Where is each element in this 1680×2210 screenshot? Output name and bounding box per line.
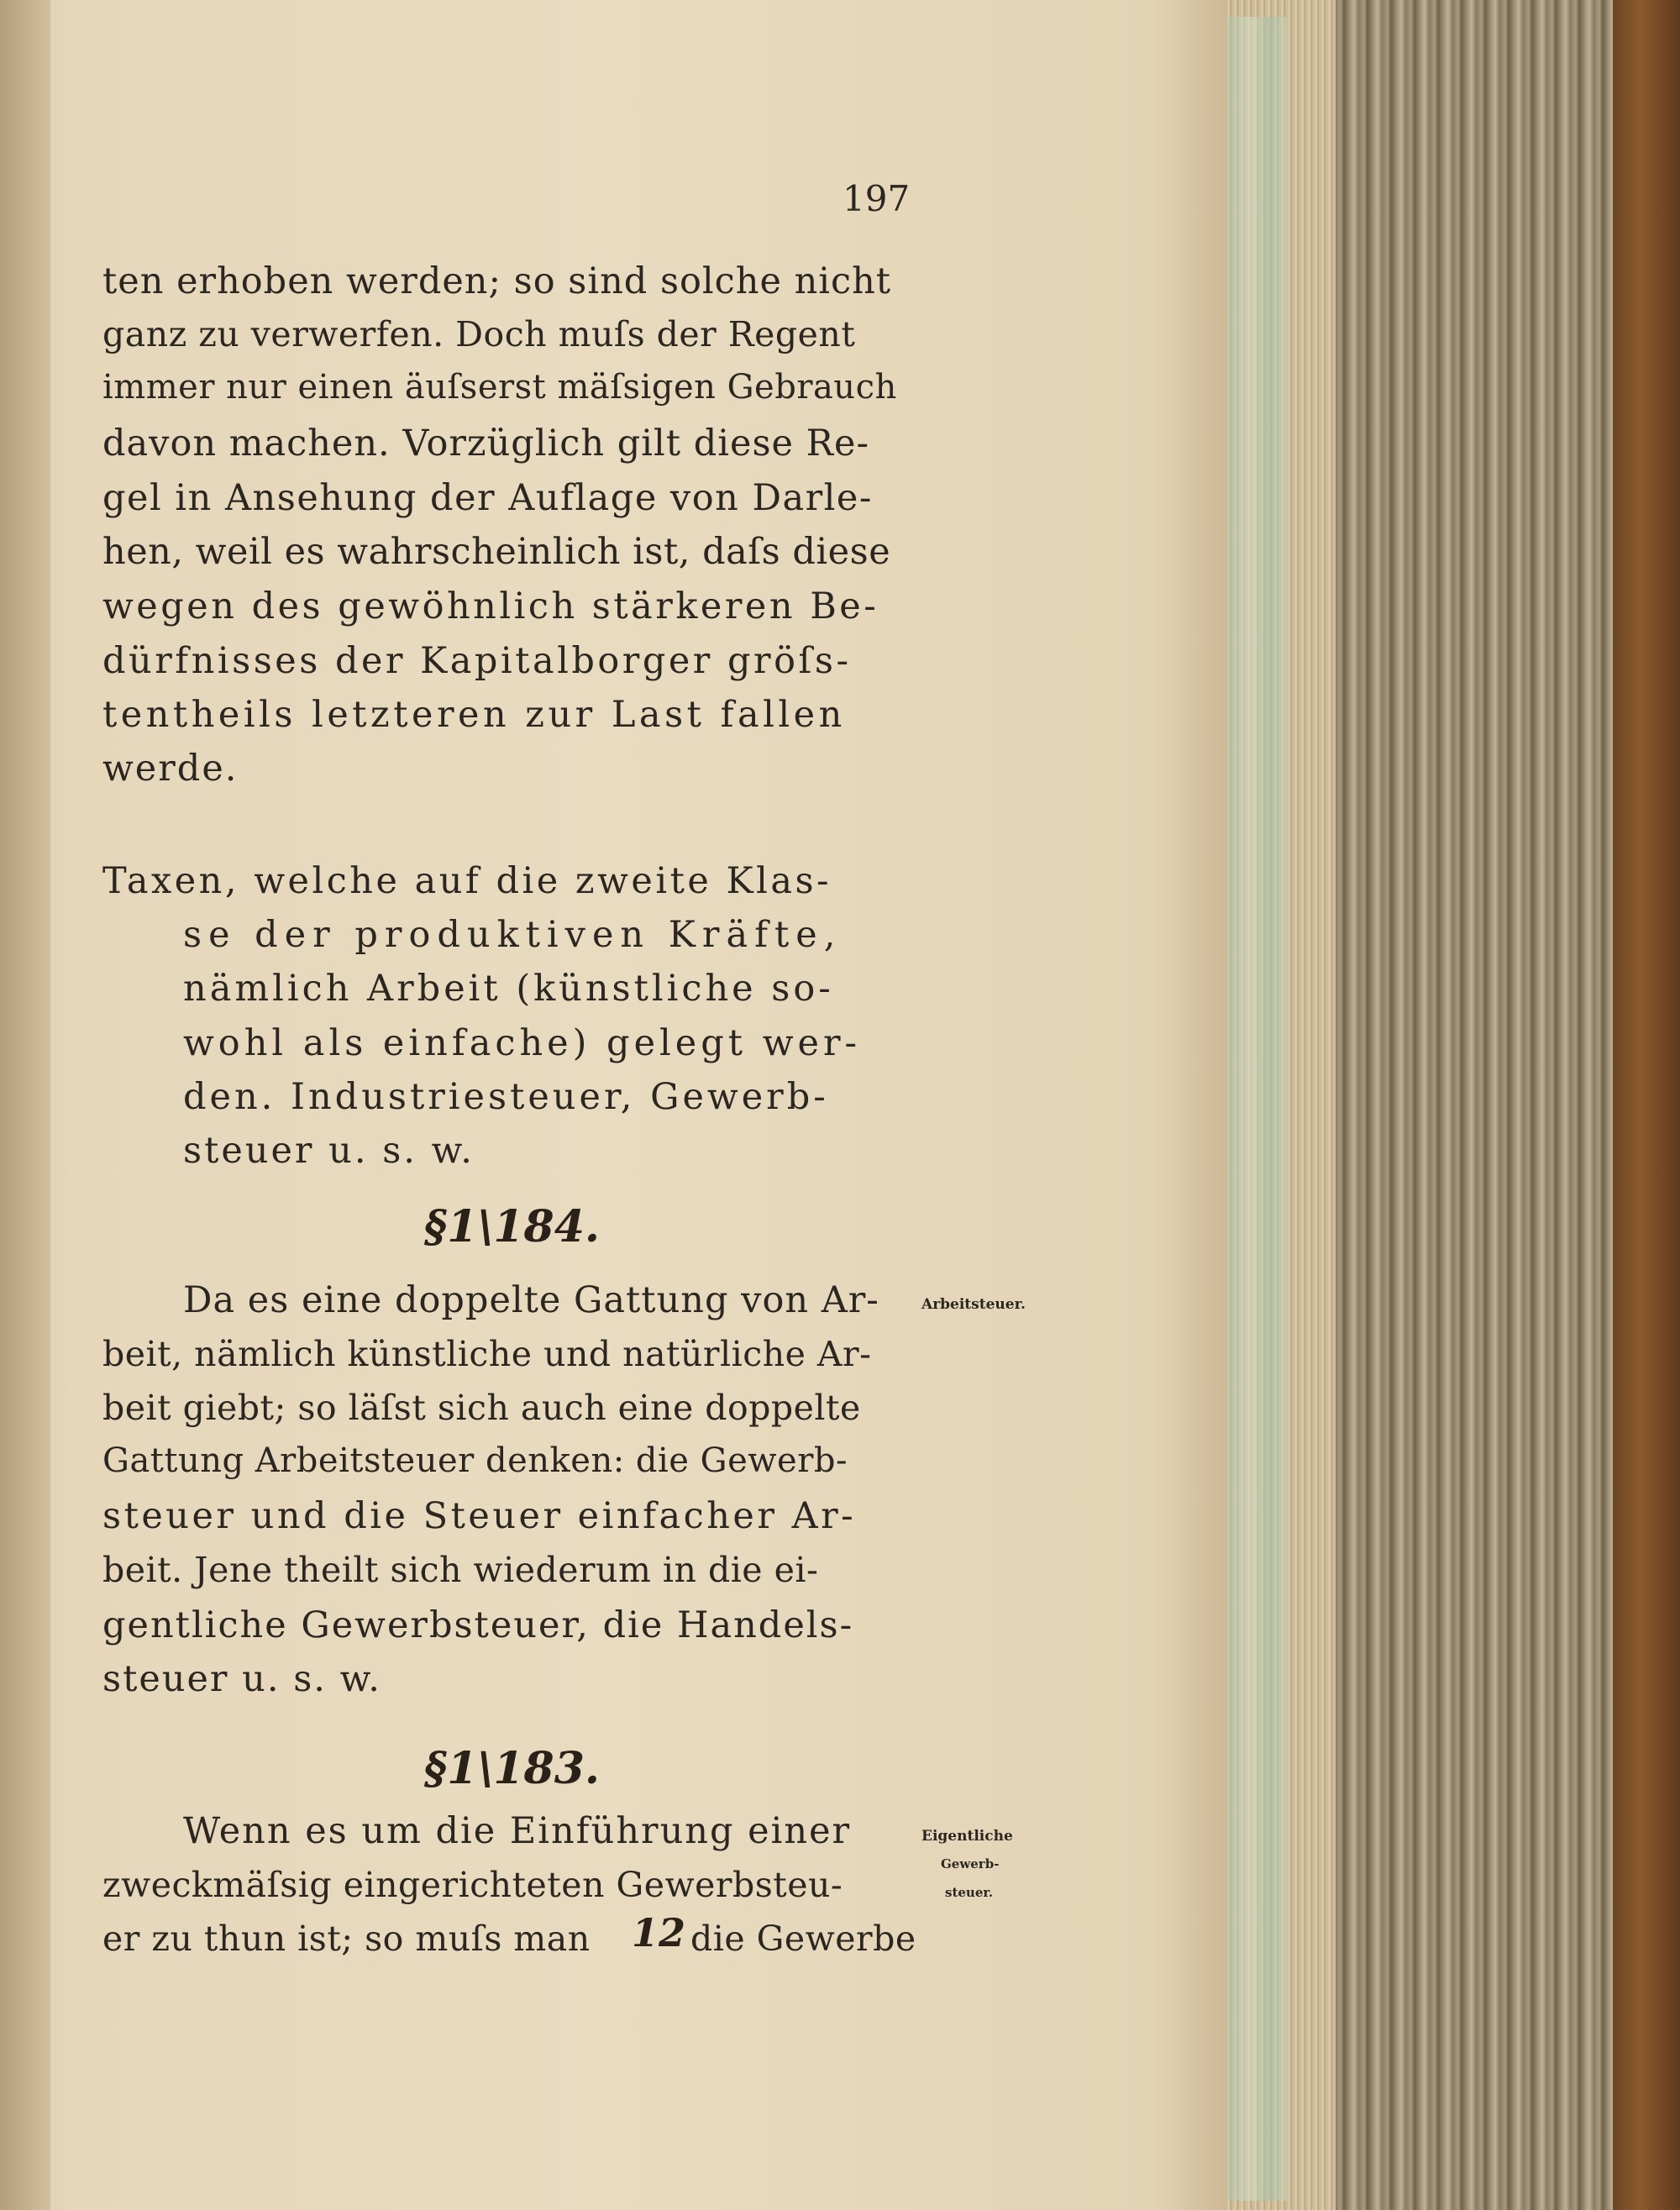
inline-handwritten-mark: 12 xyxy=(632,1910,686,1955)
page-number: 197 xyxy=(843,178,911,219)
handwritten-annotation: §1\184. xyxy=(424,1201,601,1252)
paragraph1-line: ganz zu verwerfen. Doch muſs der Regent xyxy=(102,314,856,354)
paragraph2-line: gentliche Gewerbsteuer, die Handels- xyxy=(102,1604,854,1646)
paragraph2-line: Da es eine doppelte Gattung von Ar- xyxy=(183,1279,879,1321)
paragraph1-line: davon machen. Vorzüglich gilt diese Re- xyxy=(102,423,869,465)
section-heading-line: den. Industriesteuer, Gewerb- xyxy=(183,1076,829,1118)
paragraph2-line: Gattung Arbeitsteuer denken: die Gewerb- xyxy=(102,1441,848,1480)
section-heading-line: se der produktiven Kräfte, xyxy=(183,914,843,956)
margin-note: Arbeitsteuer. xyxy=(921,1296,1026,1313)
margin-note-line: Gewerb- xyxy=(941,1856,1000,1871)
section-heading-line: nämlich Arbeit (künstliche so- xyxy=(183,968,834,1010)
paragraph1-line: ten erhoben werden; so sind solche nicht xyxy=(102,260,892,302)
section-heading-line: wohl als einfache) gelegt wer- xyxy=(183,1022,862,1064)
paragraph1-line: tentheils letzteren zur Last fallen xyxy=(102,694,846,736)
green-page-edge xyxy=(1228,17,1287,2201)
paragraph1-line: hen, weil es wahrscheinlich ist, daſs diese xyxy=(102,531,891,573)
paragraph3-line: Wenn es um die Einführung einer xyxy=(183,1810,852,1852)
paragraph2-line: beit. Jene theilt sich wiederum in die ei- xyxy=(102,1550,819,1590)
paragraph1-line: gel in Ansehung der Auflage von Darle- xyxy=(102,477,873,519)
book-cover xyxy=(1613,0,1680,2210)
page-gutter xyxy=(0,0,50,2210)
paragraph3-line: die Gewerbe xyxy=(690,1919,916,1959)
paragraph3-line: zweckmäſsig eingerichteten Gewerbsteu- xyxy=(102,1865,843,1905)
margin-note-line: Eigentliche xyxy=(921,1828,1013,1845)
paragraph1-line: wegen des gewöhnlich stärkeren Be- xyxy=(102,585,879,627)
paragraph1-line: immer nur einen äuſserst mäſsigen Gebrauch xyxy=(102,368,897,407)
paragraph2-line: steuer u. s. w. xyxy=(102,1658,381,1700)
paragraph3-line: er zu thun ist; so muſs man xyxy=(102,1919,591,1959)
paragraph1-line: werde. xyxy=(102,748,239,790)
handwritten-annotation: §1\183. xyxy=(424,1743,601,1794)
section-heading-line: Taxen, welche auf die zweite Klas- xyxy=(102,860,832,902)
book-block-side xyxy=(1336,0,1613,2210)
paragraph2-line: steuer und die Steuer einfacher Ar- xyxy=(102,1495,857,1537)
margin-note-line: steuer. xyxy=(945,1885,994,1900)
section-heading-line: steuer u. s. w. xyxy=(183,1130,475,1172)
paragraph2-line: beit, nämlich künstliche und natürliche Ar- xyxy=(102,1334,872,1374)
paragraph1-line: dürfnisses der Kapitalborger gröſs- xyxy=(102,640,852,682)
paragraph2-line: beit giebt; so läſst sich auch eine doppelte xyxy=(102,1388,861,1428)
